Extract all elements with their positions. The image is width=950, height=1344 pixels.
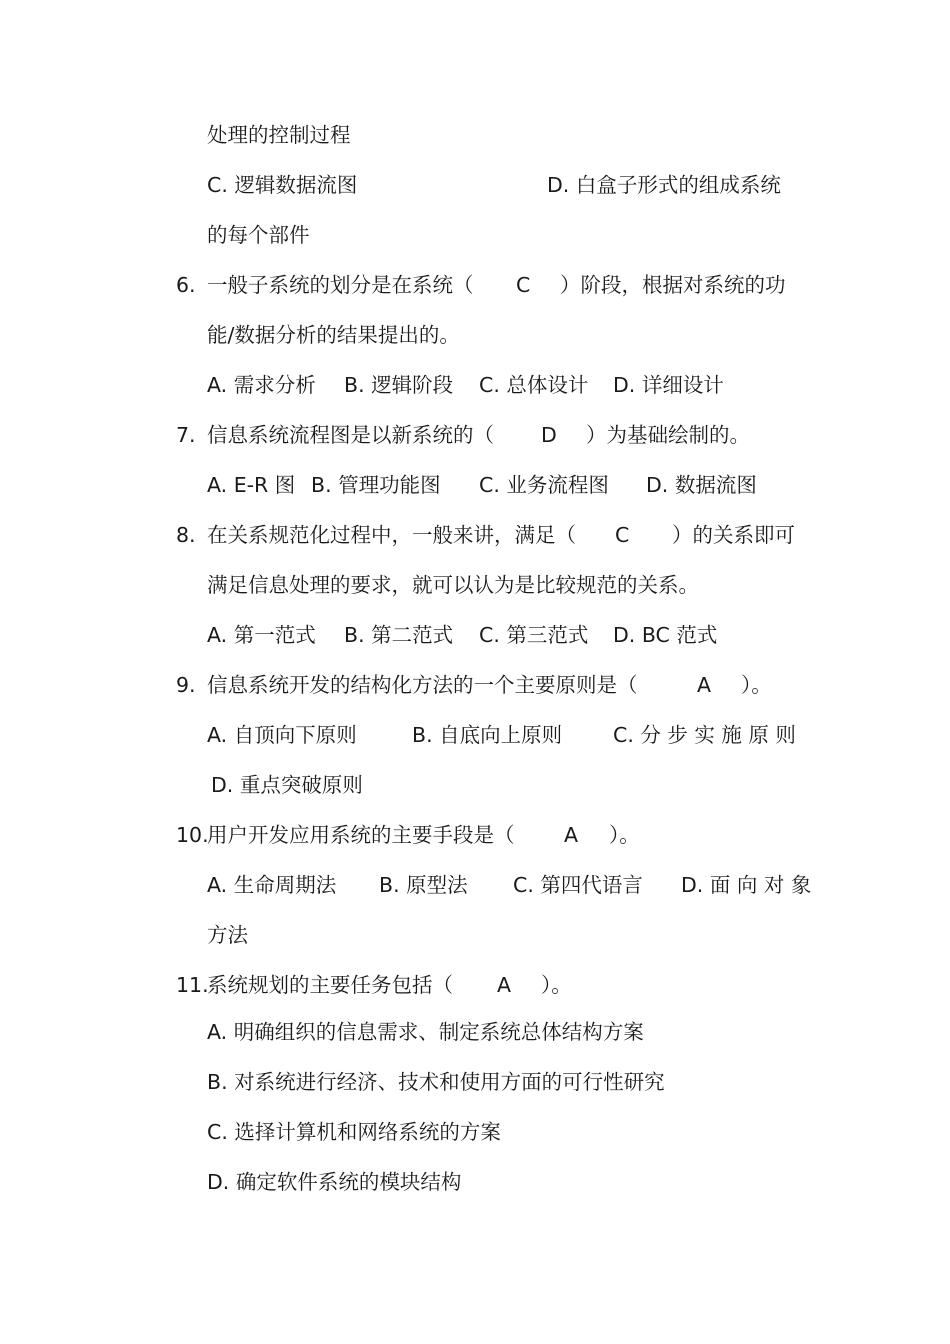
option-d: D. 重点突破原则 <box>211 773 363 797</box>
question-stem-after: ）。 <box>741 673 772 697</box>
question-stem-before: 信息系统开发的结构化方法的一个主要原则是（ <box>207 673 638 697</box>
question-number: 8. <box>176 523 196 547</box>
question-stem-after: ）。 <box>541 973 572 997</box>
option-d: D. 确定软件系统的模块结构 <box>207 1170 462 1194</box>
q8-stem <box>0 515 950 555</box>
question-stem-before: 一般子系统的划分是在系统（ <box>207 273 474 297</box>
answer-letter: C <box>516 273 531 297</box>
question-number: 6. <box>176 273 196 297</box>
answer-letter: A <box>564 823 579 847</box>
q8-options <box>0 615 950 655</box>
option-b: B. 第二范式 <box>344 623 454 647</box>
question-number: 9. <box>176 673 196 697</box>
option-b: B. 管理功能图 <box>311 473 441 497</box>
q6-stem <box>0 265 950 305</box>
answer-letter: A <box>497 973 512 997</box>
question-stem-after: ）阶段，根据对系统的功 <box>560 273 786 297</box>
q6-options <box>0 365 950 405</box>
q9-stem <box>0 665 950 705</box>
option-a: A. 第一范式 <box>207 623 316 647</box>
option-b: B. 自底向上原则 <box>412 723 563 747</box>
q10-stem <box>0 815 950 855</box>
q7-options <box>0 465 950 505</box>
q5-option-d: D. 白盒子形式的组成系统 <box>547 173 781 197</box>
option-d: D. 面 向 对 象 <box>681 873 812 897</box>
option-c: C. 分 步 实 施 原 则 <box>613 723 796 747</box>
q5-option-d-continuation: 的每个部件 <box>207 223 310 247</box>
q11-stem <box>0 965 950 1005</box>
question-stem-before: 系统规划的主要任务包括（ <box>207 973 453 997</box>
option-b: B. 原型法 <box>379 873 468 897</box>
q11-option-d-row <box>0 1162 950 1202</box>
question-number: 11. <box>176 973 209 997</box>
q5-option-d-cont-row <box>0 215 950 255</box>
q11-option-c-row <box>0 1112 950 1152</box>
option-c: C. 第三范式 <box>479 623 589 647</box>
option-a: A. 生命周期法 <box>207 873 337 897</box>
q9-options <box>0 715 950 755</box>
option-b: B. 对系统进行经济、技术和使用方面的可行性研究 <box>207 1070 665 1094</box>
question-stem-before: 在关系规范化过程中，一般来讲，满足（ <box>207 523 576 547</box>
answer-letter: A <box>697 673 712 697</box>
question-stem-continuation: 能/数据分析的结果提出的。 <box>207 323 460 347</box>
question-stem-after: ）。 <box>609 823 640 847</box>
question-stem-continuation: 满足信息处理的要求，就可以认为是比较规范的关系。 <box>207 573 699 597</box>
question-number: 10. <box>176 823 209 847</box>
q7-stem <box>0 415 950 455</box>
option-d: D. BC 范式 <box>613 623 718 647</box>
option-d: D. 数据流图 <box>646 473 757 497</box>
option-d: D. 详细设计 <box>613 373 724 397</box>
question-stem-after: ）为基础绘制的。 <box>586 423 750 447</box>
question-number: 7. <box>176 423 196 447</box>
q10-options-cont <box>0 915 950 955</box>
q5-options-row <box>0 165 950 205</box>
q8-stem-cont <box>0 565 950 605</box>
answer-letter: D <box>541 423 557 447</box>
option-d-continuation: 方法 <box>207 923 248 947</box>
q10-options <box>0 865 950 905</box>
option-c: C. 选择计算机和网络系统的方案 <box>207 1120 501 1144</box>
question-stem-after: ）的关系即可 <box>672 523 795 547</box>
q11-option-a-row <box>0 1012 950 1052</box>
question-stem-before: 用户开发应用系统的主要手段是（ <box>207 823 515 847</box>
option-a: A. 需求分析 <box>207 373 316 397</box>
question-stem-before: 信息系统流程图是以新系统的（ <box>207 423 494 447</box>
q5-option-c: C. 逻辑数据流图 <box>207 173 358 197</box>
option-c: C. 总体设计 <box>479 373 589 397</box>
option-a: A. E-R 图 <box>207 473 296 497</box>
q5-option-b-continuation: 处理的控制过程 <box>207 123 351 147</box>
option-a: A. 明确组织的信息需求、制定系统总体结构方案 <box>207 1020 644 1044</box>
q11-option-b-row <box>0 1062 950 1102</box>
q5-option-cont <box>0 115 950 155</box>
option-a: A. 自顶向下原则 <box>207 723 357 747</box>
option-c: C. 第四代语言 <box>513 873 643 897</box>
q6-stem-cont <box>0 315 950 355</box>
q9-options-cont <box>0 765 950 805</box>
option-b: B. 逻辑阶段 <box>344 373 454 397</box>
option-c: C. 业务流程图 <box>479 473 609 497</box>
answer-letter: C <box>615 523 630 547</box>
